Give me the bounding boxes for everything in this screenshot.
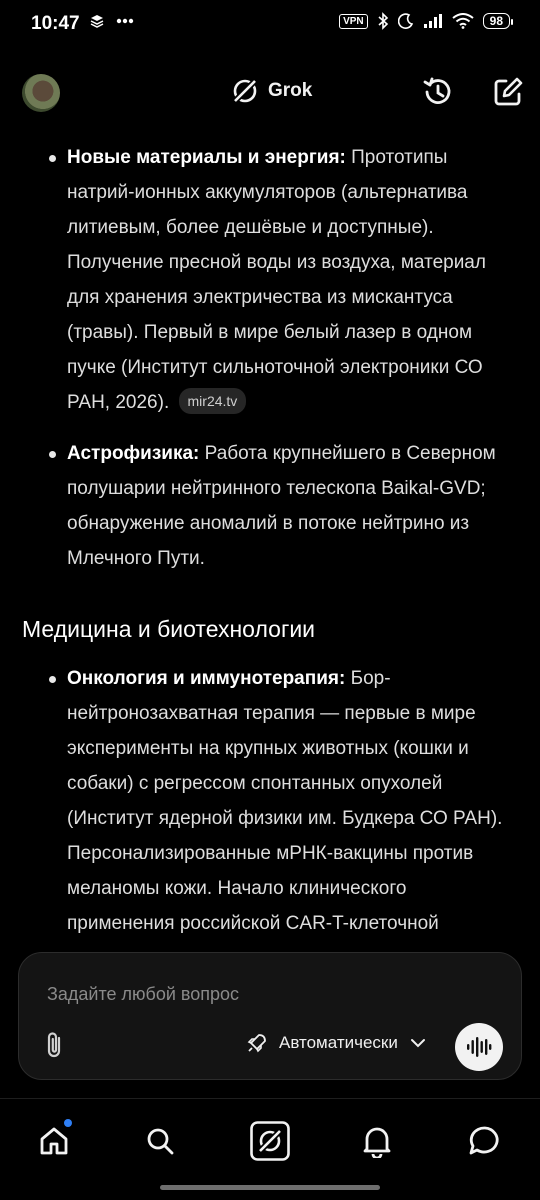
list-item	[0, 140, 540, 420]
vpn-badge: VPN	[339, 14, 368, 29]
status-left-icons	[90, 14, 134, 28]
bluetooth-icon	[377, 12, 389, 30]
app-header	[0, 62, 540, 122]
nav-notifications[interactable]	[357, 1121, 397, 1161]
chat-response	[0, 140, 540, 960]
moon-icon	[398, 13, 414, 29]
chat-bubble-icon	[468, 1124, 502, 1158]
status-right-icons	[339, 12, 510, 30]
grok-icon	[250, 1121, 290, 1161]
item-text: Прототипы натрий-ионных аккумуляторов (альтернатива литиевым, более дешёвые и доступные). Получение пресной воды из воздуха, материал для хранения электричества из мискантуса (травы). Первый в мире белый лазер в одном пучке (Институт сильноточной электроники СО РАН, 2026).	[67, 147, 486, 413]
bullet-list-2	[0, 661, 540, 941]
section-title: Медицина и биотехнологии	[22, 616, 316, 642]
item-heading: Астрофизика:	[67, 443, 200, 464]
status-bar	[0, 0, 540, 50]
paperclip-icon[interactable]	[41, 1029, 69, 1061]
brand	[230, 76, 312, 106]
battery-indicator: 98	[483, 13, 510, 29]
item-heading: Онкология и иммунотерапия:	[67, 668, 346, 689]
wifi-icon	[452, 13, 474, 29]
home-icon	[37, 1124, 71, 1158]
mode-selector[interactable]	[247, 1033, 426, 1053]
bullet-list-1	[0, 140, 540, 576]
notification-dot	[64, 1119, 72, 1127]
bell-icon	[361, 1124, 393, 1158]
new-chat-icon[interactable]	[490, 74, 526, 110]
stack-icon	[90, 14, 104, 28]
voice-button[interactable]	[455, 1023, 503, 1071]
voice-wave-icon	[466, 1036, 492, 1058]
grok-logo-icon	[230, 76, 260, 106]
list-item	[0, 436, 540, 576]
source-chip[interactable]: mir24.tv	[179, 388, 247, 414]
nav-grok[interactable]	[250, 1121, 290, 1161]
history-icon[interactable]	[420, 74, 456, 110]
rocket-icon	[247, 1033, 267, 1053]
bottom-nav	[0, 1098, 540, 1179]
signal-icon	[423, 13, 443, 29]
search-icon	[144, 1125, 176, 1157]
chevron-down-icon	[410, 1038, 426, 1048]
nav-home[interactable]	[34, 1121, 74, 1161]
list-item	[0, 661, 540, 941]
item-text: Бор-нейтронозахватная терапия — первые в мире эксперименты на крупных животных (кошки и собаки) с регрессом спонтанных опухолей (Институт ядерной физики им. Будкера СО РАН). Персонализированные мРНК-вакцины против меланомы кожи. Начало клинического применения российской CAR-T-клеточной	[67, 668, 503, 934]
more-dots-icon	[116, 18, 134, 24]
item-heading: Новые материалы и энергия:	[67, 147, 346, 168]
avatar[interactable]	[22, 74, 60, 112]
nav-messages[interactable]	[465, 1121, 505, 1161]
status-time: 10:47	[31, 13, 80, 34]
mode-label: Автоматически	[279, 1033, 398, 1052]
brand-name: Grok	[268, 80, 313, 101]
nav-search[interactable]	[140, 1121, 180, 1161]
message-composer[interactable]	[18, 952, 522, 1080]
message-input[interactable]: Задайте любой вопрос	[47, 984, 240, 1004]
item-text: Работа крупнейшего в Северном полушарии нейтринного телескопа Baikal-GVD; обнаружение аномалий в потоке нейтрино из Млечного Пути.	[67, 443, 496, 569]
home-indicator[interactable]	[160, 1185, 380, 1190]
